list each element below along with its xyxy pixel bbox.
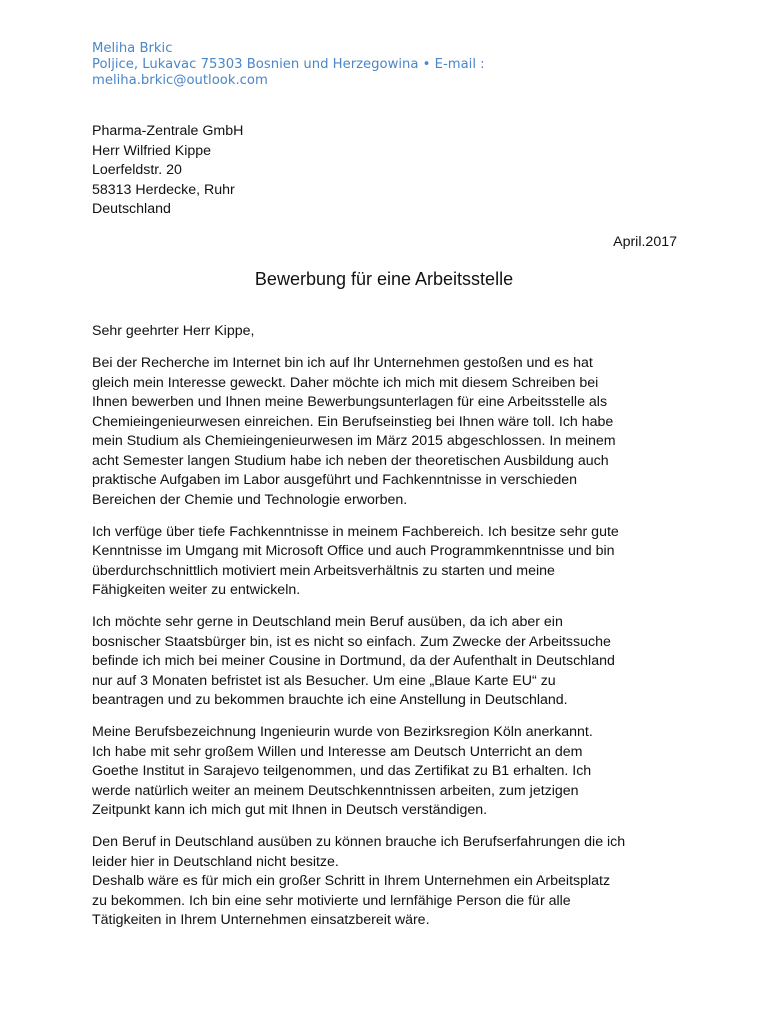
recipient-country: Deutschland	[92, 201, 171, 218]
paragraph-line: Chemieingenieurwesen einreichen. Ein Berufseinstieg bei Ihnen wäre toll. Ich habe	[92, 413, 614, 430]
paragraph-line: leider hier in Deutschland nicht besitze.	[92, 853, 339, 870]
recipient-contact: Herr Wilfried Kippe	[92, 142, 212, 159]
sender-email: meliha.brkic@outlook.com	[92, 73, 268, 88]
paragraph-line: Bereichen der Chemie und Technologie erworben.	[92, 491, 408, 508]
paragraph-line: bosnischer Staatsbürger bin, ist es nicht so einfach. Zum Zwecke der Arbeitssuche	[92, 633, 611, 650]
paragraph-line: Meine Berufsbezeichnung Ingenieurin wurde von Bezirksregion Köln anerkannt.	[92, 724, 593, 740]
sender-block	[92, 41, 732, 89]
paragraph-line: Ihnen bewerben und Ihnen meine Bewerbungsunterlagen für eine Arbeitsstelle als	[92, 394, 608, 410]
paragraph-line: Goethe Institut in Sarajevo teilgenommen, und das Zertifikat zu B1 erhalten. Ich	[92, 763, 592, 779]
letter-body	[92, 322, 680, 943]
paragraph	[92, 723, 680, 821]
recipient-company: Pharma-Zentrale GmbH	[92, 123, 244, 139]
paragraph-line: Kenntnisse im Umgang mit Microsoft Office und auch Programmkenntnisse und bin	[92, 543, 615, 559]
recipient-city: 58313 Herdecke, Ruhr	[92, 181, 235, 198]
sender-name: Meliha Brkic	[92, 41, 173, 56]
letter-subject: Bewerbung für eine Arbeitsstelle	[254, 269, 514, 289]
paragraph-line: Zeitpunkt kann ich mich gut mit Ihnen in Deutsch verständigen.	[92, 802, 488, 818]
paragraph-line: überdurchschnittlich motiviert mein Arbeitsverhältnis zu starten und meine	[92, 562, 555, 579]
paragraph-line: acht Semester langen Studium habe ich neben der theoretischen Ausbildung auch	[92, 452, 609, 469]
paragraph-line: Ich habe mit sehr großem Willen und Interesse am Deutsch Unterricht an dem	[92, 743, 583, 760]
paragraph	[92, 354, 680, 510]
salutation: Sehr geehrter Herr Kippe,	[92, 323, 255, 339]
paragraph	[92, 833, 680, 931]
paragraph-line: gleich mein Interesse geweckt. Daher möchte ich mich mit diesem Schreiben bei	[92, 374, 599, 391]
paragraph-line: praktische Aufgaben im Labor ausgeführt und Fachkenntnisse in verschieden	[92, 472, 578, 488]
paragraph-line: nur auf 3 Monaten befristet ist als Besucher. Um eine „Blaue Karte EU“ zu	[92, 672, 556, 689]
paragraph-line: Fähigkeiten weiter zu entwickeln.	[92, 582, 301, 598]
paragraph-line: mein Studium als Chemieingenieurwesen im März 2015 abgeschlossen. In meinem	[92, 433, 616, 449]
paragraph-line: Tätigkeiten in Ihrem Unternehmen einsatzbereit wäre.	[92, 912, 430, 928]
recipient-block	[92, 122, 243, 220]
paragraph-line: Bei der Recherche im Internet bin ich auf Ihr Unternehmen gestoßen und es hat	[92, 355, 593, 371]
paragraph-line: befinde ich mich bei meiner Cousine in Dortmund, da der Aufenthalt in Deutschland	[92, 653, 615, 669]
paragraph-line: zu bekommen. Ich bin eine sehr motivierte und lernfähige Person die für alle	[92, 892, 571, 909]
sender-address: Poljice, Lukavac 75303 Bosnien und Herzegowina • E-mail :	[92, 57, 485, 72]
paragraph-line: Ich verfüge über tiefe Fachkenntnisse in meinem Fachbereich. Ich besitze sehr gute	[92, 523, 619, 540]
paragraph-line: Den Beruf in Deutschland ausüben zu können brauche ich Berufserfahrungen die ich	[92, 834, 626, 850]
paragraph-line: Ich möchte sehr gerne in Deutschland mein Beruf ausüben, da ich aber ein	[92, 614, 563, 630]
paragraph	[92, 523, 680, 601]
paragraph-line: werde natürlich weiter an meinem Deutschkenntnissen arbeiten, zum jetzigen	[92, 782, 579, 799]
paragraph	[92, 613, 680, 711]
paragraph-line: Deshalb wäre es für mich ein großer Schritt in Ihrem Unternehmen ein Arbeitsplatz	[92, 873, 611, 889]
recipient-street: Loerfeldstr. 20	[92, 162, 182, 179]
paragraph-line: beantragen und zu bekommen brauchte ich eine Anstellung in Deutschland.	[92, 692, 568, 708]
letter-date: April.2017	[613, 234, 677, 250]
